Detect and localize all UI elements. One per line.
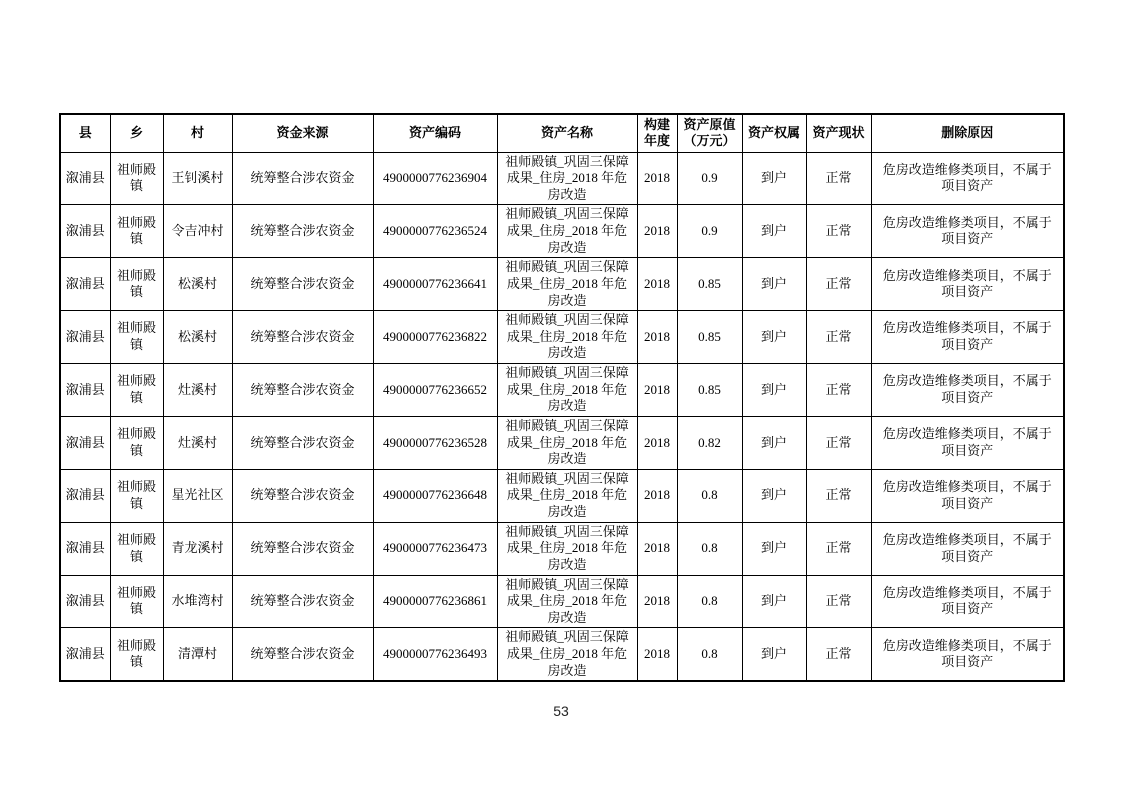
table-cell: 0.8 [677, 469, 742, 522]
table-cell: 正常 [806, 522, 871, 575]
table-cell: 2018 [637, 416, 677, 469]
table-cell: 祖师殿镇_巩固三保障成果_住房_2018 年危房改造 [497, 311, 637, 364]
table-cell: 危房改造维修类项目，不属于项目资产 [871, 575, 1064, 628]
table-cell: 统筹整合涉农资金 [232, 469, 373, 522]
table-cell: 危房改造维修类项目，不属于项目资产 [871, 469, 1064, 522]
table-cell: 祖师殿镇_巩固三保障成果_住房_2018 年危房改造 [497, 469, 637, 522]
table-cell: 祖师殿镇_巩固三保障成果_住房_2018 年危房改造 [497, 364, 637, 417]
table-cell: 正常 [806, 364, 871, 417]
table-cell: 0.85 [677, 364, 742, 417]
table-cell: 松溪村 [163, 311, 232, 364]
table-cell: 4900000776236652 [373, 364, 497, 417]
table-cell: 正常 [806, 258, 871, 311]
table-cell: 祖师殿镇 [110, 152, 163, 205]
table-cell: 2018 [637, 522, 677, 575]
table-cell: 溆浦县 [60, 522, 110, 575]
table-row [60, 575, 1064, 628]
table-cell: 统筹整合涉农资金 [232, 258, 373, 311]
table-cell: 水堆湾村 [163, 575, 232, 628]
column-header: 资金来源 [232, 114, 373, 152]
table-row [60, 258, 1064, 311]
table-cell: 0.8 [677, 522, 742, 575]
column-header: 删除原因 [871, 114, 1064, 152]
table-cell: 危房改造维修类项目，不属于项目资产 [871, 258, 1064, 311]
table-row [60, 416, 1064, 469]
table-cell: 统筹整合涉农资金 [232, 311, 373, 364]
table-row [60, 522, 1064, 575]
column-header: 县 [60, 114, 110, 152]
table-header [60, 114, 1064, 152]
table-cell: 溆浦县 [60, 575, 110, 628]
table-cell: 统筹整合涉农资金 [232, 575, 373, 628]
table-row [60, 152, 1064, 205]
table-row [60, 311, 1064, 364]
table-cell: 正常 [806, 205, 871, 258]
table-cell: 4900000776236641 [373, 258, 497, 311]
table-cell: 2018 [637, 205, 677, 258]
column-header: 乡 [110, 114, 163, 152]
table-cell: 祖师殿镇 [110, 311, 163, 364]
table-cell: 祖师殿镇_巩固三保障成果_住房_2018 年危房改造 [497, 152, 637, 205]
table-cell: 祖师殿镇_巩固三保障成果_住房_2018 年危房改造 [497, 258, 637, 311]
column-header: 构建年度 [637, 114, 677, 152]
table-cell: 祖师殿镇_巩固三保障成果_住房_2018 年危房改造 [497, 628, 637, 681]
table-cell: 溆浦县 [60, 628, 110, 681]
table-cell: 祖师殿镇 [110, 416, 163, 469]
table-cell: 溆浦县 [60, 416, 110, 469]
table-cell: 到户 [742, 205, 806, 258]
table-cell: 祖师殿镇 [110, 258, 163, 311]
table-cell: 到户 [742, 522, 806, 575]
table-cell: 0.85 [677, 311, 742, 364]
table-cell: 溆浦县 [60, 258, 110, 311]
table-cell: 到户 [742, 258, 806, 311]
table-cell: 0.82 [677, 416, 742, 469]
table-cell: 溆浦县 [60, 205, 110, 258]
table-cell: 祖师殿镇_巩固三保障成果_住房_2018 年危房改造 [497, 416, 637, 469]
asset-deletion-table [59, 113, 1065, 682]
table-cell: 2018 [637, 258, 677, 311]
table-cell: 祖师殿镇_巩固三保障成果_住房_2018 年危房改造 [497, 205, 637, 258]
table-cell: 2018 [637, 152, 677, 205]
table-cell: 2018 [637, 469, 677, 522]
table-cell: 2018 [637, 575, 677, 628]
table-cell: 统筹整合涉农资金 [232, 416, 373, 469]
column-header: 资产权属 [742, 114, 806, 152]
column-header: 资产编码 [373, 114, 497, 152]
column-header: 资产名称 [497, 114, 637, 152]
table-row [60, 469, 1064, 522]
table-cell: 统筹整合涉农资金 [232, 522, 373, 575]
table-cell: 危房改造维修类项目，不属于项目资产 [871, 152, 1064, 205]
table-header-row [60, 114, 1064, 152]
table-row [60, 628, 1064, 681]
table-row [60, 205, 1064, 258]
table-cell: 正常 [806, 311, 871, 364]
table-cell: 统筹整合涉农资金 [232, 628, 373, 681]
table-cell: 4900000776236493 [373, 628, 497, 681]
column-header: 资产现状 [806, 114, 871, 152]
table-cell: 到户 [742, 152, 806, 205]
table-cell: 松溪村 [163, 258, 232, 311]
table-cell: 4900000776236861 [373, 575, 497, 628]
table-cell: 正常 [806, 152, 871, 205]
table-cell: 灶溪村 [163, 416, 232, 469]
table-cell: 王钊溪村 [163, 152, 232, 205]
table-cell: 祖师殿镇 [110, 575, 163, 628]
table-cell: 星光社区 [163, 469, 232, 522]
page-number: 53 [553, 703, 569, 719]
table-cell: 0.8 [677, 628, 742, 681]
table-body [60, 152, 1064, 681]
table-cell: 到户 [742, 628, 806, 681]
table-cell: 0.8 [677, 575, 742, 628]
table-cell: 统筹整合涉农资金 [232, 205, 373, 258]
table-cell: 祖师殿镇 [110, 628, 163, 681]
table-cell: 统筹整合涉农资金 [232, 364, 373, 417]
table-cell: 2018 [637, 628, 677, 681]
table-cell: 正常 [806, 416, 871, 469]
table-cell: 清潭村 [163, 628, 232, 681]
table-cell: 危房改造维修类项目，不属于项目资产 [871, 522, 1064, 575]
table-cell: 正常 [806, 469, 871, 522]
table-cell: 溆浦县 [60, 311, 110, 364]
table-cell: 危房改造维修类项目，不属于项目资产 [871, 416, 1064, 469]
table-cell: 4900000776236473 [373, 522, 497, 575]
table-cell: 4900000776236524 [373, 205, 497, 258]
table-cell: 4900000776236648 [373, 469, 497, 522]
column-header: 资产原值（万元） [677, 114, 742, 152]
table-row [60, 364, 1064, 417]
column-header: 村 [163, 114, 232, 152]
table-cell: 危房改造维修类项目，不属于项目资产 [871, 628, 1064, 681]
table-cell: 溆浦县 [60, 152, 110, 205]
table-cell: 0.85 [677, 258, 742, 311]
table-cell: 到户 [742, 416, 806, 469]
table-cell: 灶溪村 [163, 364, 232, 417]
table-cell: 令吉冲村 [163, 205, 232, 258]
table-cell: 危房改造维修类项目，不属于项目资产 [871, 311, 1064, 364]
table-cell: 到户 [742, 364, 806, 417]
table-cell: 危房改造维修类项目，不属于项目资产 [871, 205, 1064, 258]
table-cell: 0.9 [677, 152, 742, 205]
table-cell: 到户 [742, 469, 806, 522]
table-cell: 正常 [806, 628, 871, 681]
table-cell: 4900000776236904 [373, 152, 497, 205]
table-cell: 到户 [742, 311, 806, 364]
table-cell: 危房改造维修类项目，不属于项目资产 [871, 364, 1064, 417]
table-cell: 青龙溪村 [163, 522, 232, 575]
table-cell: 祖师殿镇 [110, 522, 163, 575]
table-cell: 4900000776236528 [373, 416, 497, 469]
table-cell: 正常 [806, 575, 871, 628]
table-cell: 祖师殿镇 [110, 469, 163, 522]
table-cell: 0.9 [677, 205, 742, 258]
table-cell: 2018 [637, 364, 677, 417]
table-cell: 到户 [742, 575, 806, 628]
table-cell: 祖师殿镇 [110, 364, 163, 417]
table-cell: 祖师殿镇_巩固三保障成果_住房_2018 年危房改造 [497, 522, 637, 575]
table-cell: 2018 [637, 311, 677, 364]
table-cell: 4900000776236822 [373, 311, 497, 364]
table-cell: 溆浦县 [60, 469, 110, 522]
table-cell: 祖师殿镇 [110, 205, 163, 258]
table-cell: 祖师殿镇_巩固三保障成果_住房_2018 年危房改造 [497, 575, 637, 628]
table-cell: 溆浦县 [60, 364, 110, 417]
table-cell: 统筹整合涉农资金 [232, 152, 373, 205]
